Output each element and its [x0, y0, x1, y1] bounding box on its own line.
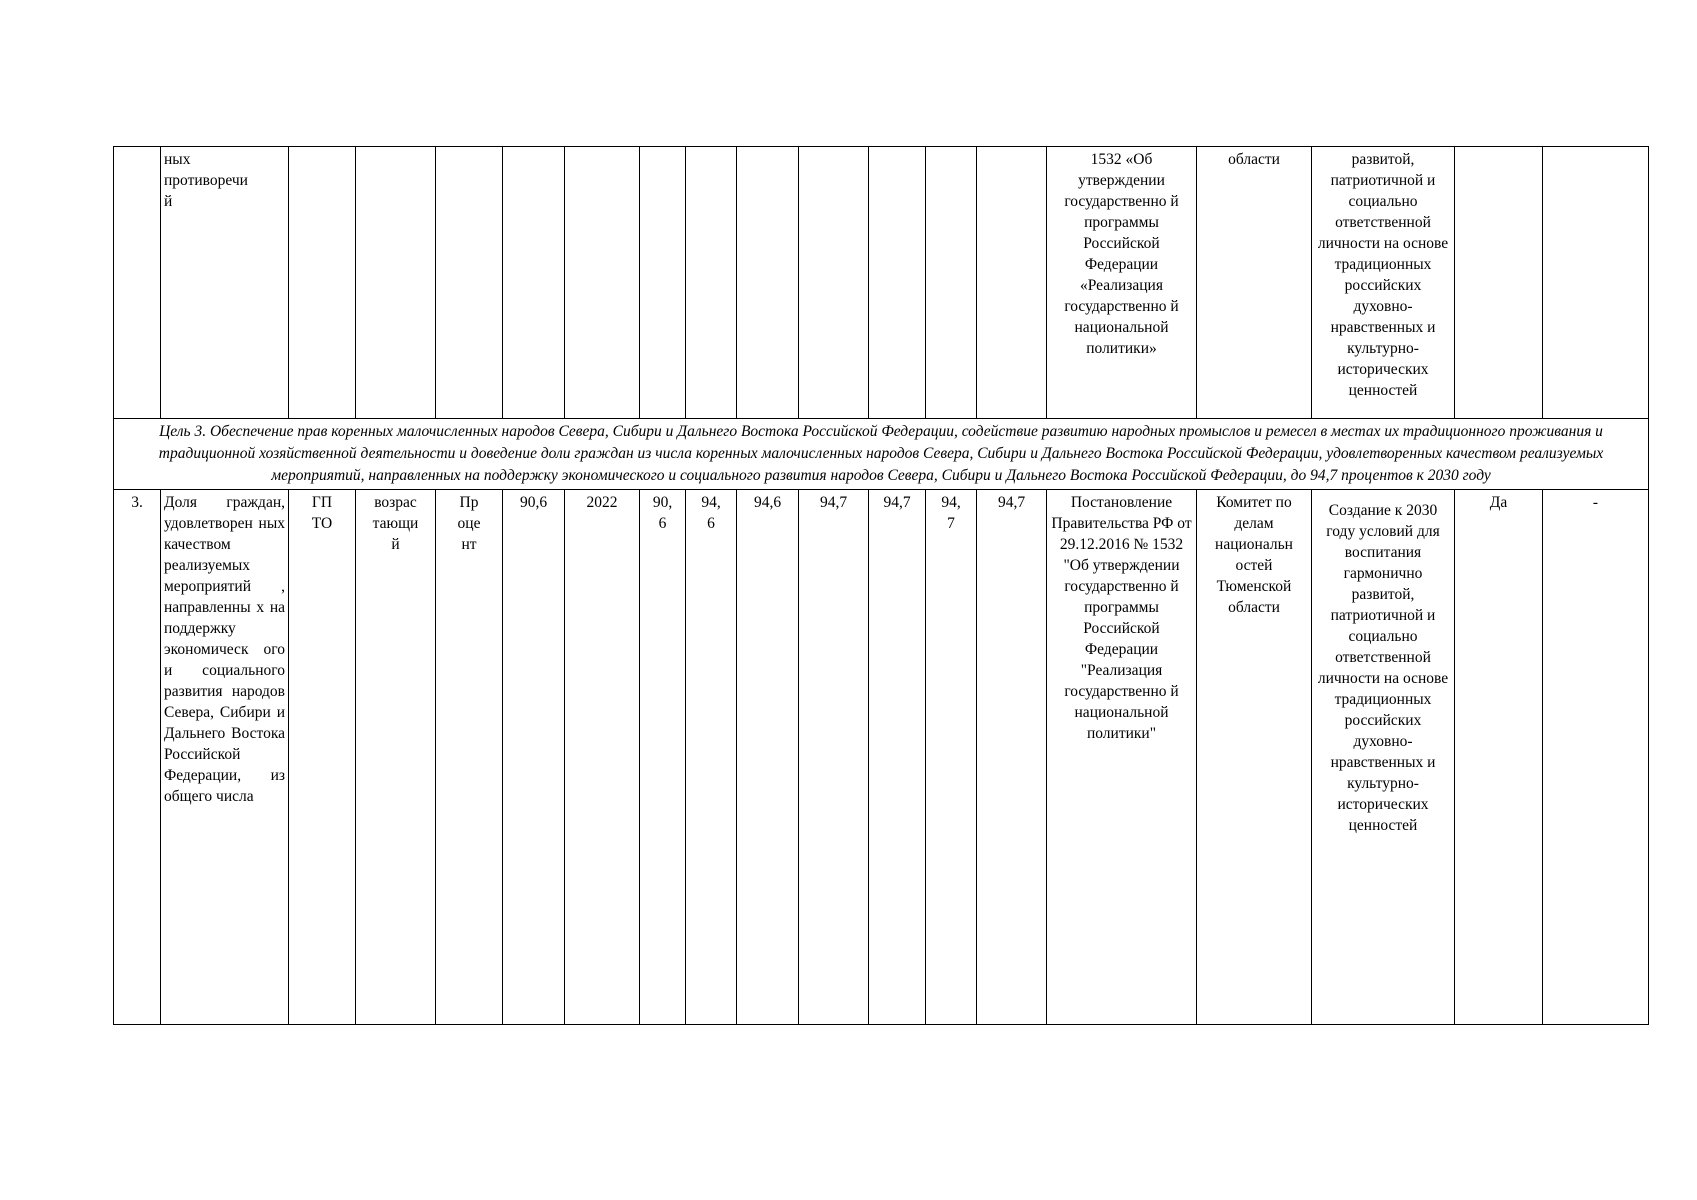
cell-num — [114, 147, 161, 419]
cell-base-year — [565, 147, 640, 419]
cell-value-1: 90, 6 — [640, 490, 686, 1025]
cell-value-3: 94,6 — [737, 490, 799, 1025]
cell-value-2 — [686, 147, 737, 419]
goal-row — [114, 419, 1649, 490]
cell-value-3 — [737, 147, 799, 419]
cell-result: Создание к 2030 году условий для воспитания гармонично развитой, патриотичной и социально ответственной личности на основе традиционных российских духовно- нравственных и культурно- исторических ценностей — [1312, 490, 1455, 1025]
cell-value-6 — [926, 147, 977, 419]
cell-value-4 — [799, 147, 869, 419]
cell-value-1 — [640, 147, 686, 419]
cell-legal-basis: Постановление Правительства РФ от 29.12.2016 № 1532 "Об утверждении государственно й программы Российской Федерации "Реализация государственно й национальной политики" — [1047, 490, 1197, 1025]
continuation-row — [114, 147, 1649, 419]
cell-note: - — [1543, 490, 1649, 1025]
cell-level: ГП ТО — [289, 490, 356, 1025]
cell-responsible: Комитет по делам национальн остей Тюменской области — [1197, 490, 1312, 1025]
cell-base-value — [503, 147, 565, 419]
cell-num: 3. — [114, 490, 161, 1025]
cell-flag — [1455, 147, 1543, 419]
indicator-row-3 — [114, 490, 1649, 1025]
cell-legal-basis: 1532 «Об утверждении государственно й программы Российской Федерации «Реализация государственно й национальной политики» — [1047, 147, 1197, 419]
cell-value-7: 94,7 — [977, 490, 1047, 1025]
cell-value-5 — [869, 147, 926, 419]
cell-responsible: области — [1197, 147, 1312, 419]
cell-trend — [356, 147, 436, 419]
cell-flag: Да — [1455, 490, 1543, 1025]
cell-trend: возрас тающи й — [356, 490, 436, 1025]
cell-base-year: 2022 — [565, 490, 640, 1025]
cell-value-2: 94, 6 — [686, 490, 737, 1025]
cell-indicator-name: Доля граждан, удовлетворен ных качеством реализуемых мероприятий , направленны х на поддержку экономическ ого и социального развития народов Севера, Сибири и Дальнего Востока Российской Федерации, из общего числа — [161, 490, 289, 1025]
cell-base-value: 90,6 — [503, 490, 565, 1025]
cell-unit: Пр оце нт — [436, 490, 503, 1025]
cell-note — [1543, 147, 1649, 419]
cell-value-4: 94,7 — [799, 490, 869, 1025]
cell-value-5: 94,7 — [869, 490, 926, 1025]
cell-unit — [436, 147, 503, 419]
cell-value-7 — [977, 147, 1047, 419]
cell-value-6: 94, 7 — [926, 490, 977, 1025]
cell-result: развитой, патриотичной и социально ответственной личности на основе традиционных российских духовно- нравственных и культурно- исторических ценностей — [1312, 147, 1455, 419]
goal-3-text: Цель 3. Обеспечение прав коренных малочисленных народов Севера, Сибири и Дальнего Востока Российской Федерации, содействие развитию народных промыслов и ремесел в местах их традиционного проживания и традиционной хозяйственной деятельности и доведение доли граждан из числа коренных малочисленных народов Севера, Сибири и Дальнего Востока Российской Федерации, удовлетворенных качеством реализуемых мероприятий, направленных на поддержку экономического и социального развития народов Севера, Сибири и Дальнего Востока Российской Федерации, до 94,7 процентов к 2030 году — [114, 419, 1649, 490]
cell-level — [289, 147, 356, 419]
cell-indicator-name: ных противоречи й — [161, 147, 289, 419]
indicators-table — [113, 146, 1649, 1025]
